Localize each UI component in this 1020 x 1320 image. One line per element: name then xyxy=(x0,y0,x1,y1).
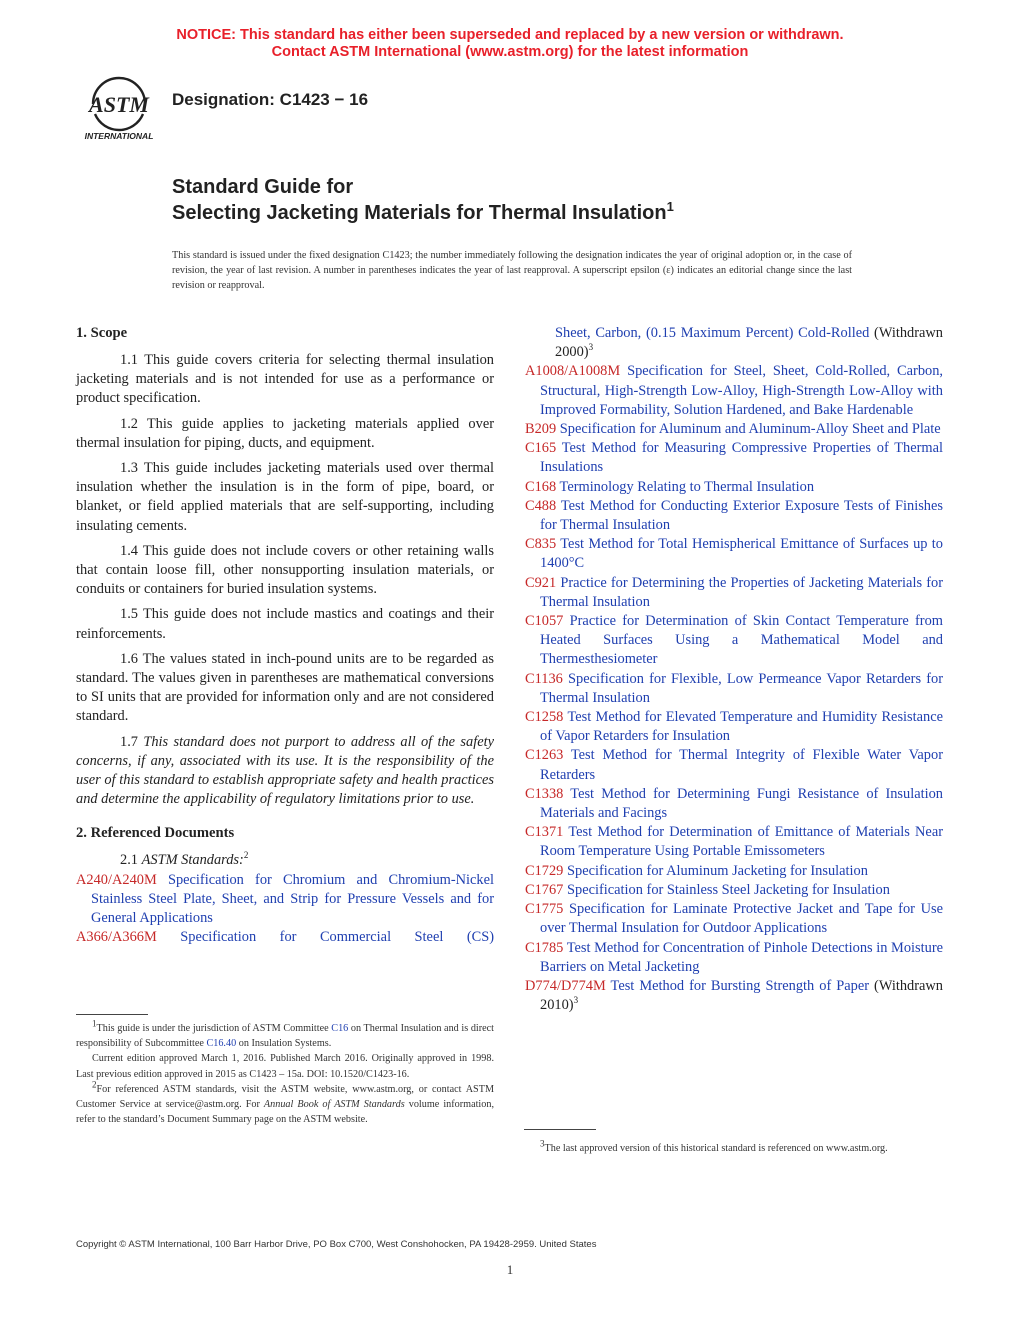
scope-para-1-7-text: This standard does not purport to address all of the safety concerns, if any, associated with its use. It is the responsibility of the user of this standard to establish appropriate safety and health practices and determine the applicability of regulatory limitations prior to use. xyxy=(76,733,494,808)
reference-code[interactable]: C1767 xyxy=(525,881,564,898)
reference-title[interactable]: Specification for Stainless Steel Jacketing for Insulation xyxy=(567,881,890,898)
reference-item[interactable] xyxy=(525,708,943,746)
footnote-3-text: The last approved version of this historical standard is referenced on www.astm.org. xyxy=(544,1143,888,1154)
reference-withdrawn: (Withdrawn 2000) xyxy=(555,325,943,361)
referenced-documents-heading: 2. Referenced Documents xyxy=(76,825,235,842)
astm-standards-footnote-mark: 2 xyxy=(243,850,249,861)
reference-title[interactable]: Test Method for Measuring Compressive Properties of Thermal Insulations xyxy=(540,440,944,476)
reference-item[interactable] xyxy=(525,439,943,477)
scope-para-1-2: 1.2 This guide applies to jacketing materials applied over thermal insulation for piping, ducts, and equipment. xyxy=(76,415,494,451)
footnote-3-mark: 3 xyxy=(540,1138,545,1149)
reference-title[interactable]: Test Method for Elevated Temperature and Humidity Resistance of Vapor Retarders for Insulation xyxy=(540,709,943,745)
reference-item[interactable] xyxy=(525,785,943,823)
reference-title[interactable]: Test Method for Determining Fungi Resistance of Insulation Materials and Facings xyxy=(540,785,943,822)
reference-item[interactable] xyxy=(525,977,943,1015)
reference-item[interactable] xyxy=(525,612,943,670)
reference-withdrawn: (Withdrawn 2010) xyxy=(540,977,943,1014)
scope-para-1-1: 1.1 This guide covers criteria for selecting thermal insulation jacketing materials and is not intended for use as a performance or product specification. xyxy=(76,352,494,407)
reference-title[interactable]: Specification for Flexible, Low Permeance Vapor Retarders for Thermal Insulation xyxy=(540,670,944,706)
reference-footnote-mark: 3 xyxy=(573,995,579,1006)
committee-c16-link[interactable]: C16 xyxy=(331,1023,349,1034)
reference-code[interactable]: D774/D774M xyxy=(525,977,606,994)
title-line-2 xyxy=(172,200,674,226)
reference-code[interactable]: C835 xyxy=(525,536,557,553)
reference-title[interactable]: Test Method for Conducting Exterior Exposure Tests of Finishes for Thermal Insulation xyxy=(540,497,943,534)
reference-code[interactable]: C168 xyxy=(525,478,557,495)
reference-item[interactable] xyxy=(525,497,943,535)
reference-code[interactable]: C1057 xyxy=(525,613,564,630)
left-column xyxy=(76,324,494,947)
reference-title[interactable]: Practice for Determining the Properties of Jacketing Materials for Thermal Insulation xyxy=(540,574,943,610)
footnote-1-text-c: on Insulation Systems. xyxy=(236,1038,332,1050)
document-title xyxy=(172,174,674,226)
copyright-line: Copyright © ASTM International, 100 Barr Harbor Drive, PO Box C700, West Conshohocken, PA 19428-2959. United States xyxy=(76,1239,597,1250)
reference-item[interactable] xyxy=(76,871,494,929)
reference-code[interactable]: A1008/A1008M xyxy=(525,363,621,380)
subcommittee-c16-40-link[interactable]: C16.40 xyxy=(206,1038,237,1050)
footnote-separator-right xyxy=(524,1129,596,1130)
footnote-2-text-a: For referenced ASTM standards, visit the ASTM website, www.astm.org, or contact ASTM Customer Service at service@astm.org. For xyxy=(76,1083,494,1111)
reference-code[interactable]: C1371 xyxy=(525,824,564,841)
issuance-note: This standard is issued under the fixed designation C1423; the number immediately following the designation indicates the year of original adoption or, in the case of revision, the year of last revision. A number in parentheses indicates the year of last reapproval. A superscript epsilon (ε) indicates an editorial change since the last revision or reapproval. xyxy=(172,250,852,291)
astm-logo xyxy=(76,74,162,142)
reference-item[interactable] xyxy=(76,928,494,947)
footnote-2-mark: 2 xyxy=(92,1079,97,1090)
reference-code[interactable]: B209 xyxy=(525,421,557,438)
right-column xyxy=(525,324,944,1015)
reference-code[interactable]: C921 xyxy=(525,574,557,591)
reference-item[interactable] xyxy=(525,670,943,708)
reference-list xyxy=(525,362,943,1015)
reference-item[interactable] xyxy=(525,362,943,420)
astm-standards-subheading xyxy=(76,851,494,870)
astm-standards-label: ASTM Standards: xyxy=(141,852,244,869)
reference-title[interactable]: Specification for Aluminum Jacketing for Insulation xyxy=(567,862,868,879)
reference-title[interactable]: Test Method for Determination of Emittance of Materials Near Room Temperature Using Portable Emissometers xyxy=(540,824,943,860)
reference-code[interactable]: C1729 xyxy=(525,862,564,879)
scope-para-1-7-number: 1.7 xyxy=(120,733,138,750)
reference-title[interactable]: Terminology Relating to Thermal Insulation xyxy=(559,478,815,495)
logo-subtext: INTERNATIONAL xyxy=(84,131,154,141)
footnote-1-text-b: on Thermal Insulation and is direct responsibility of Subcommittee xyxy=(76,1023,495,1050)
reference-title[interactable]: Test Method for Total Hemispherical Emittance of Surfaces up to 1400°C xyxy=(540,536,943,572)
reference-title[interactable]: Specification for Chromium and Chromium-Nickel Stainless Steel Plate, Sheet, and Strip for Pressure Vessels and for General Applications xyxy=(91,871,494,927)
reference-code[interactable]: A366/A366M xyxy=(76,929,157,946)
footnote-1-edition: Current edition approved March 1, 2016. Published March 2016. Originally approved in 1998. Last previous edition approved in 2015 as C1423 – 15a. DOI: 10.1520/C1423-16. xyxy=(76,1053,494,1080)
reference-item[interactable] xyxy=(525,574,943,612)
scope-heading: 1. Scope xyxy=(76,325,128,341)
reference-footnote-mark: 3 xyxy=(588,342,594,353)
footnote-3 xyxy=(524,1138,943,1156)
reference-item[interactable] xyxy=(525,900,943,938)
reference-title[interactable]: Specification for Aluminum and Aluminum-Alloy Sheet and Plate xyxy=(559,421,941,438)
footnote-2-italic: Annual Book of ASTM Standards xyxy=(263,1099,405,1111)
reference-code[interactable]: C1258 xyxy=(525,709,564,726)
reference-item-continued[interactable] xyxy=(540,324,943,362)
footnote-2 xyxy=(76,1079,494,1128)
scope-para-1-3: 1.3 This guide includes jacketing materials used over thermal insulation whether the insulation is in the form of pipe, board, or blanket, or field applied materials that are self-supporting, including insulating cements. xyxy=(76,460,494,534)
title-footnote-mark: 1 xyxy=(666,199,674,214)
superseded-notice xyxy=(0,27,1020,61)
footnotes-left xyxy=(76,1018,495,1127)
scope-para-1-4: 1.4 This guide does not include covers or other retaining walls that contain loose fill, other nonsupporting insulation materials, or conduits or containers for buried insulation systems. xyxy=(76,542,494,598)
scope-para-1-6: 1.6 The values stated in inch-pound units are to be regarded as standard. The values given in parentheses are mathematical conversions to SI units that are provided for information only and are not considered standard. xyxy=(76,650,494,725)
reference-item[interactable] xyxy=(525,478,943,497)
reference-code[interactable]: C1338 xyxy=(525,785,564,802)
reference-item[interactable] xyxy=(525,862,943,881)
reference-title[interactable]: Specification for Laminate Protective Jacket and Tape for Use over Thermal Insulation for Outdoor Applications xyxy=(540,901,943,937)
reference-title[interactable]: Test Method for Concentration of Pinhole Detections in Moisture Barriers on Metal Jacketing xyxy=(540,939,944,975)
reference-code[interactable]: C1775 xyxy=(525,901,564,918)
title-main: Selecting Jacketing Materials for Thermal Insulation xyxy=(172,202,667,224)
reference-title[interactable]: Test Method for Thermal Integrity of Flexible Water Vapor Retarders xyxy=(540,747,943,783)
page-number: 1 xyxy=(506,1262,514,1277)
reference-item[interactable] xyxy=(525,535,943,573)
reference-item[interactable] xyxy=(525,939,943,977)
reference-code[interactable]: C1785 xyxy=(525,939,564,956)
scope-para-1-5: 1.5 This guide does not include mastics and coatings and their reinforcements. xyxy=(76,606,494,642)
reference-item[interactable] xyxy=(525,420,943,439)
reference-title[interactable]: Specification for Steel, Sheet, Cold-Rolled, Carbon, Structural, High-Strength Low-Alloy, High-Strength Low-Alloy with Improved Formability, Solution Hardened, and Bake Hardenable xyxy=(540,363,943,418)
footnote-1 xyxy=(76,1018,495,1051)
scope-para-1-7 xyxy=(76,733,494,810)
footnote-separator-left xyxy=(76,1014,148,1015)
designation: Designation: C1423 − 16 xyxy=(172,90,369,109)
reference-title-continued[interactable]: Sheet, Carbon, (0.15 Maximum Percent) Cold-Rolled xyxy=(555,325,870,341)
notice-line-2: Contact ASTM International (www.astm.org) for the latest information xyxy=(271,44,749,60)
reference-code[interactable]: C1263 xyxy=(525,747,564,764)
reference-code[interactable]: C488 xyxy=(525,497,557,514)
reference-item[interactable] xyxy=(525,823,943,861)
reference-code[interactable]: A240/A240M xyxy=(76,871,157,888)
footnote-1-text-a: This guide is under the jurisdiction of ASTM Committee xyxy=(96,1023,332,1034)
notice-line-1: NOTICE: This standard has either been superseded and replaced by a new version or withdrawn. xyxy=(176,27,844,43)
reference-code[interactable]: C165 xyxy=(525,440,557,457)
footnote-1-mark: 1 xyxy=(92,1018,97,1029)
footnotes-right xyxy=(524,1138,943,1156)
reference-item[interactable] xyxy=(525,881,943,900)
reference-code[interactable]: C1136 xyxy=(525,670,563,687)
reference-title[interactable]: Practice for Determination of Skin Contact Temperature from Heated Surfaces Using a Mathematical Model and Thermesthesiometer xyxy=(540,613,943,668)
reference-item[interactable] xyxy=(525,746,943,784)
reference-title[interactable]: Test Method for Bursting Strength of Paper xyxy=(610,977,870,994)
astm-standards-number: 2.1 xyxy=(120,852,138,869)
reference-title[interactable]: Specification for Commercial Steel (CS) xyxy=(180,929,495,946)
logo-text: ASTM xyxy=(89,92,149,117)
footnote-2-text-b: volume information, refer to the standard’s Document Summary page on the ASTM website. xyxy=(76,1099,494,1126)
title-line-1: Standard Guide for xyxy=(172,176,354,198)
